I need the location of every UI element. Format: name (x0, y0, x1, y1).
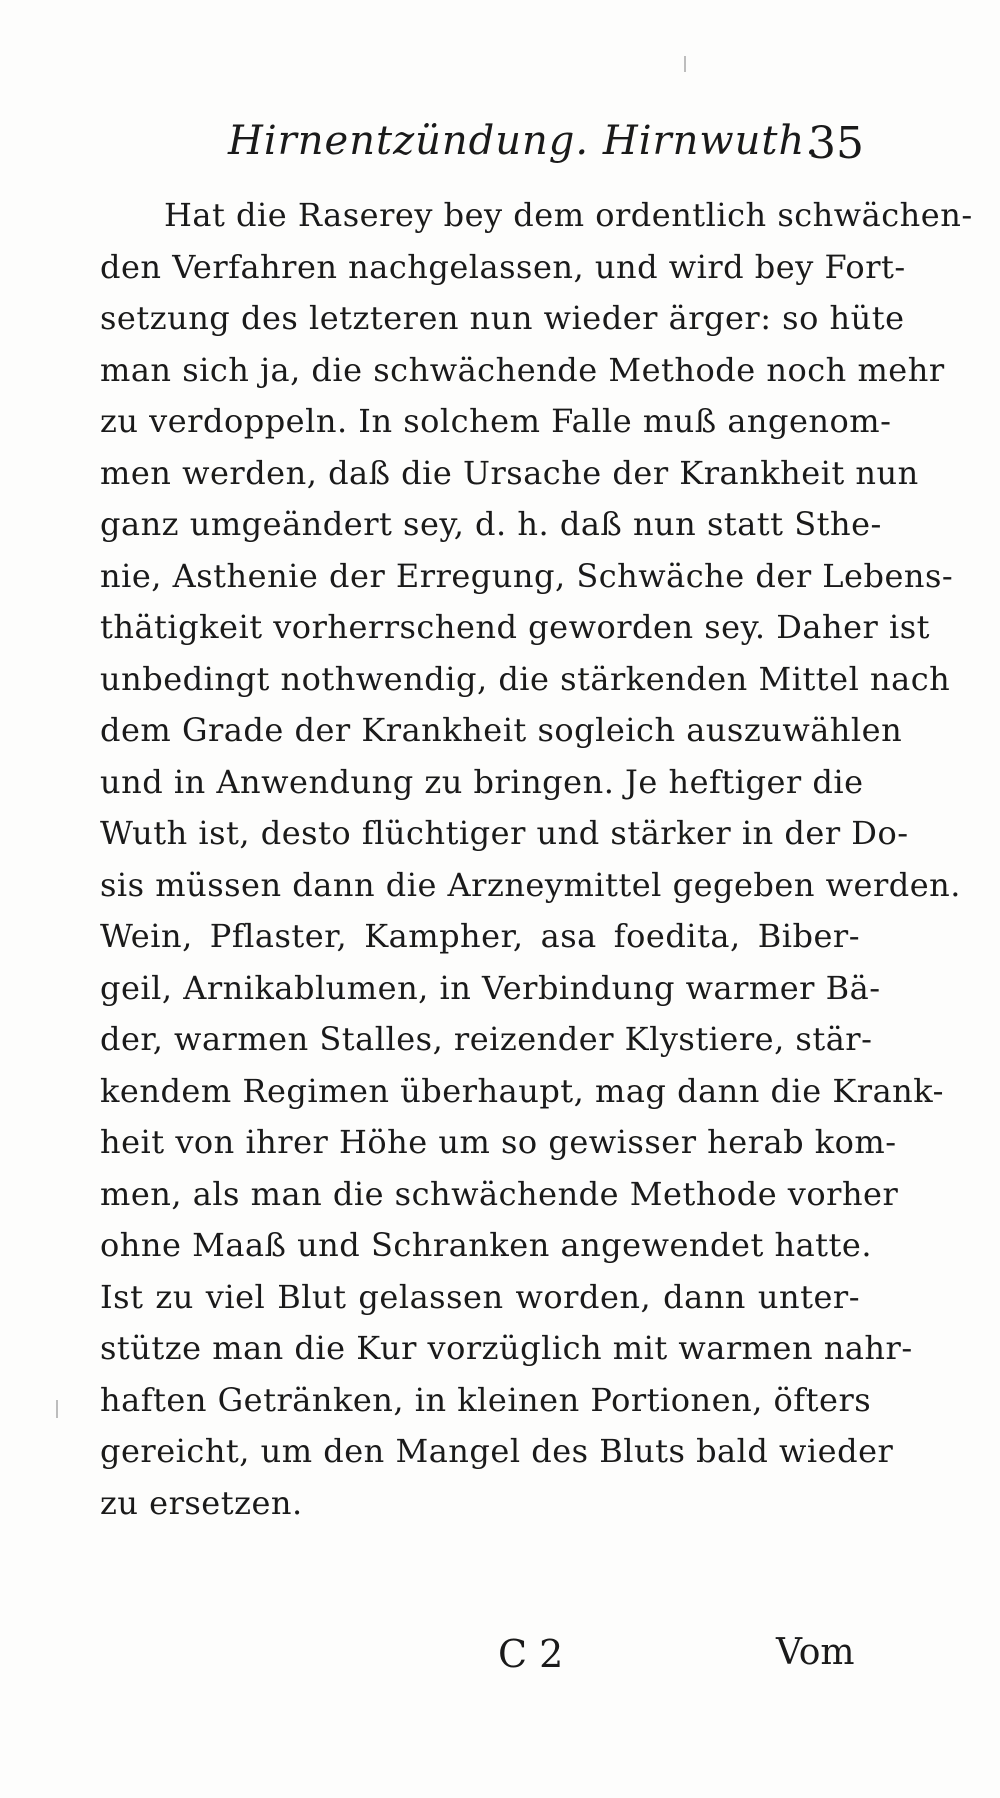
running-title: Hirnentzündung. Hirnwuth. (228, 118, 819, 164)
text-line: stütze man die Kur vorzüglich mit warmen nahr- (100, 1329, 913, 1367)
text-line: geil, Arnikablumen, in Verbindung warmer Bä- (100, 968, 881, 1007)
text-line: ohne Maaß und Schranken angewendet hatte. (100, 1226, 872, 1264)
text-line: dem Grade der Krankheit sogleich auszuwählen (100, 711, 903, 749)
text-line: setzung des letzteren nun wieder ärger: so hüte (100, 299, 905, 337)
catchword: Vom (776, 1632, 855, 1673)
margin-mark-left (56, 1400, 58, 1418)
text-line: Ist zu viel Blut gelassen worden, dann unter- (100, 1277, 860, 1316)
text-line: men werden, daß die Ursache der Krankheit nun (100, 453, 919, 492)
text-line: gereicht, um den Mangel des Bluts bald wieder (100, 1432, 894, 1470)
text-line: Hat die Raserey bey dem ordentlich schwächen- (164, 196, 973, 234)
text-line: thätigkeit vorherrschend geworden sey. Daher ist (100, 608, 931, 646)
text-line: den Verfahren nachgelassen, und wird bey Fort- (100, 247, 906, 286)
text-line: nie, Asthenie der Erregung, Schwäche der Lebens- (100, 556, 954, 595)
text-line: Wuth ist, desto flüchtiger und stärker in der Do- (100, 814, 909, 852)
page-number: 35 (808, 118, 864, 169)
text-line: heit von ihrer Höhe um so gewisser herab kom- (100, 1123, 897, 1161)
text-line: ganz umgeändert sey, d. h. daß nun statt Sthe- (100, 505, 882, 543)
text-line: zu verdoppeln. In solchem Falle muß angenom- (100, 402, 892, 440)
text-line: kendem Regimen überhaupt, mag dann die Krank- (100, 1071, 944, 1110)
text-line: der, warmen Stalles, reizender Klystiere, stär- (100, 1020, 873, 1058)
text-line: sis müssen dann die Arzneymittel gegeben werden. (100, 865, 961, 904)
text-line: man sich ja, die schwächende Methode noch mehr (100, 350, 945, 389)
signature-mark: C 2 (498, 1632, 564, 1676)
text-line: men, als man die schwächende Methode vorher (100, 1174, 899, 1213)
text-line: Wein, Pflaster, Kampher, asa foedita, Biber- (100, 917, 860, 955)
text-line: und in Anwendung zu bringen. Je heftiger die (100, 762, 864, 801)
page-footer (0, 1632, 1000, 1692)
margin-mark-top (684, 56, 686, 72)
text-line: zu ersetzen. (100, 1483, 303, 1522)
page-header (0, 118, 1000, 178)
text-line: unbedingt nothwendig, die stärkenden Mittel nach (100, 659, 951, 698)
body-paragraph (100, 190, 973, 1529)
text-line: haften Getränken, in kleinen Portionen, öfters (100, 1380, 872, 1419)
